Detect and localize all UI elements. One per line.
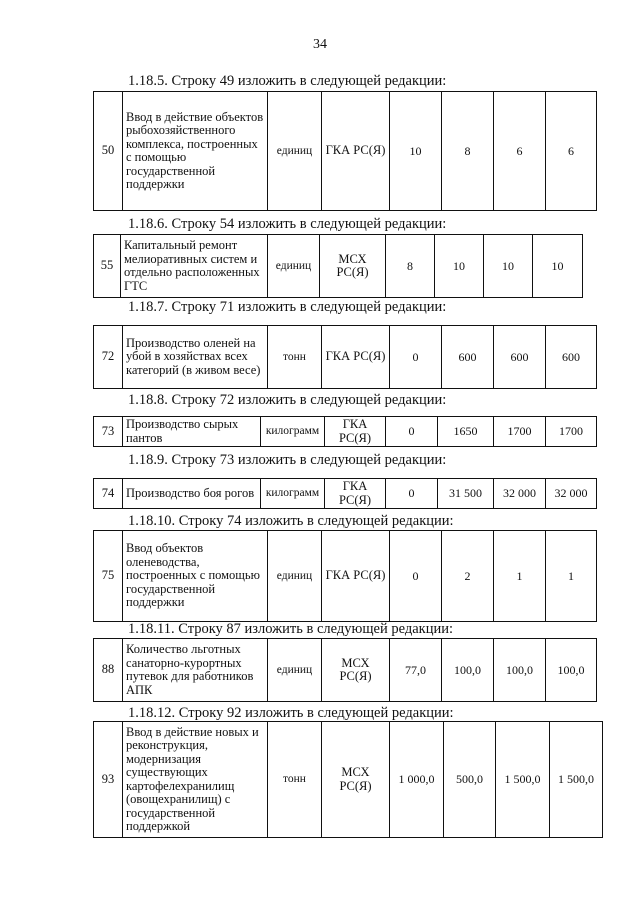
- value-2: 500,0: [444, 722, 496, 838]
- organization: МСХ РС(Я): [322, 639, 390, 702]
- section-heading: 1.18.11. Строку 87 изложить в следующей редакции:: [128, 621, 454, 637]
- value-4: 1 500,0: [550, 722, 603, 838]
- value-3: 600: [494, 326, 546, 389]
- value-4: 6: [546, 92, 597, 211]
- row-number: 75: [94, 531, 123, 622]
- organization: ГКА РС(Я): [322, 326, 390, 389]
- value-2: 2: [442, 531, 494, 622]
- value-3: 1 500,0: [496, 722, 550, 838]
- value-2: 8: [442, 92, 494, 211]
- page-number: 34: [313, 37, 327, 52]
- amendment-table-row-74: [93, 478, 597, 509]
- unit: единиц: [268, 531, 322, 622]
- amendment-table-row-55: [93, 234, 583, 298]
- unit: килограмм: [261, 417, 325, 447]
- value-2: 31 500: [438, 479, 494, 509]
- value-3: 6: [494, 92, 546, 211]
- indicator-name: Ввод в действие новых и реконструкция, модернизация существующих картофелехранилищ (овощехранилищ) с государственной поддержкой: [123, 722, 268, 838]
- unit: единиц: [268, 235, 320, 298]
- value-2: 600: [442, 326, 494, 389]
- value-1: 0: [386, 479, 438, 509]
- value-3: 32 000: [494, 479, 546, 509]
- organization: МСХ РС(Я): [322, 722, 390, 838]
- amendment-table-row-93: [93, 721, 603, 838]
- organization: ГКА РС(Я): [322, 531, 390, 622]
- amendment-table-row-75: [93, 530, 597, 622]
- amendment-table-row-88: [93, 638, 597, 702]
- value-3: 100,0: [494, 639, 546, 702]
- section-heading: 1.18.8. Строку 72 изложить в следующей редакции:: [128, 392, 447, 408]
- row-number: 72: [94, 326, 123, 389]
- row-number: 73: [94, 417, 123, 447]
- value-3: 10: [484, 235, 533, 298]
- unit: тонн: [268, 722, 322, 838]
- indicator-name: Количество льготных санаторно-курортных путевок для работников АПК: [123, 639, 268, 702]
- unit: единиц: [268, 92, 322, 211]
- value-1: 10: [390, 92, 442, 211]
- indicator-name: Производство оленей на убой в хозяйствах всех категорий (в живом весе): [123, 326, 268, 389]
- amendment-table-row-72: [93, 325, 597, 389]
- organization: ГКА РС(Я): [322, 92, 390, 211]
- section-heading: 1.18.10. Строку 74 изложить в следующей редакции:: [128, 513, 454, 529]
- row-number: 50: [94, 92, 123, 211]
- organization: МСХ РС(Я): [320, 235, 386, 298]
- row-number: 88: [94, 639, 123, 702]
- organization: ГКА РС(Я): [325, 479, 386, 509]
- row-number: 55: [94, 235, 121, 298]
- indicator-name: Капитальный ремонт мелиоративных систем и отдельно расположенных ГТС: [121, 235, 268, 298]
- value-1: 0: [386, 417, 438, 447]
- section-heading: 1.18.6. Строку 54 изложить в следующей редакции:: [128, 216, 447, 232]
- section-heading: 1.18.5. Строку 49 изложить в следующей редакции:: [128, 73, 447, 89]
- value-4: 10: [533, 235, 583, 298]
- value-4: 600: [546, 326, 597, 389]
- indicator-name: Ввод в действие объектов рыбохозяйственного комплекса, построенных с помощью государственной поддержки: [123, 92, 268, 211]
- value-4: 1: [546, 531, 597, 622]
- indicator-name: Производство сырых пантов: [123, 417, 261, 447]
- value-4: 100,0: [546, 639, 597, 702]
- unit: килограмм: [261, 479, 325, 509]
- unit: единиц: [268, 639, 322, 702]
- row-number: 93: [94, 722, 123, 838]
- section-heading: 1.18.9. Строку 73 изложить в следующей редакции:: [128, 452, 447, 468]
- amendment-table-row-50: [93, 91, 597, 211]
- section-heading: 1.18.7. Строку 71 изложить в следующей редакции:: [128, 299, 447, 315]
- indicator-name: Производство боя рогов: [123, 479, 261, 509]
- value-1: 77,0: [390, 639, 442, 702]
- indicator-name: Ввод объектов оленеводства, построенных с помощью государственной поддержки: [123, 531, 268, 622]
- value-1: 8: [386, 235, 435, 298]
- value-1: 0: [390, 531, 442, 622]
- value-1: 1 000,0: [390, 722, 444, 838]
- section-heading: 1.18.12. Строку 92 изложить в следующей редакции:: [128, 705, 454, 721]
- amendment-table-row-73: [93, 416, 597, 447]
- value-4: 1700: [546, 417, 597, 447]
- value-1: 0: [390, 326, 442, 389]
- value-2: 10: [435, 235, 484, 298]
- row-number: 74: [94, 479, 123, 509]
- organization: ГКА РС(Я): [325, 417, 386, 447]
- value-3: 1700: [494, 417, 546, 447]
- unit: тонн: [268, 326, 322, 389]
- value-3: 1: [494, 531, 546, 622]
- value-4: 32 000: [546, 479, 597, 509]
- value-2: 100,0: [442, 639, 494, 702]
- value-2: 1650: [438, 417, 494, 447]
